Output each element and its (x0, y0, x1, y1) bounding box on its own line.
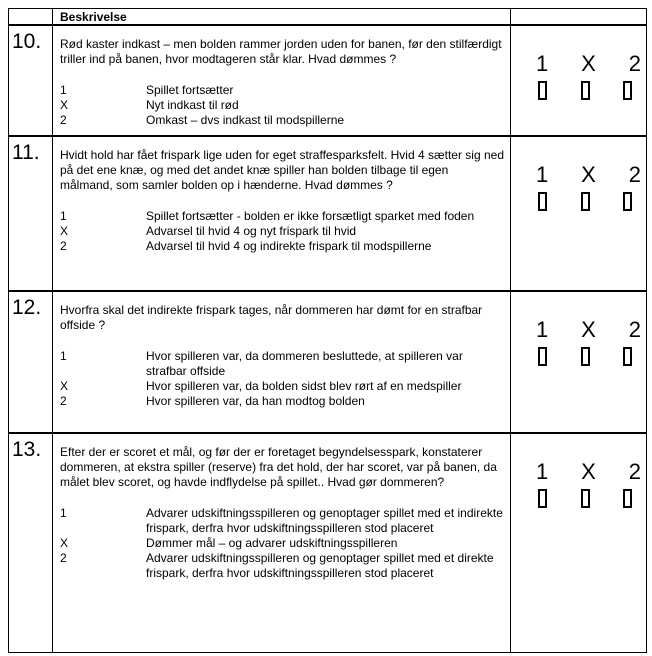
option-key: X (60, 536, 69, 550)
answer-checkbox-1[interactable] (538, 347, 547, 366)
option-key: 2 (60, 239, 67, 253)
option-key: 2 (60, 113, 67, 127)
question-number: 13. (12, 438, 42, 461)
answer-label-x: X (581, 317, 596, 342)
option-key: 1 (60, 83, 67, 97)
question-row (9, 433, 647, 653)
answer-label-x: X (581, 459, 596, 484)
answer-checkbox-x[interactable] (581, 347, 590, 366)
header-answer-cell (511, 9, 647, 26)
option-text: Hvor spilleren var, da dommeren besluttede, at spilleren var strafbar offside (146, 349, 463, 378)
question-row (9, 136, 647, 291)
option-text: Spillet fortsætter - bolden er ikke forsætligt sparket med foden (146, 209, 475, 223)
option-text: Omkast – dvs indkast til modspillerne (146, 113, 345, 127)
answer-choices (511, 164, 646, 211)
answer-checkbox-2[interactable] (623, 192, 632, 211)
option-row (60, 379, 504, 394)
answer-label-2: 2 (628, 162, 641, 187)
option-row (60, 224, 504, 239)
header-row (9, 9, 647, 26)
question-text: Hvidt hold har fået frispark lige uden for eget straffesparksfelt. Hvid 4 sætter sig ned på det ene knæ, og med det andet knæ spiller han bolden tilbage til egen målmand, som samler bolden op i hænderne. Hvad dømmes ? (60, 148, 504, 192)
option-row (60, 83, 504, 98)
option-row (60, 506, 504, 536)
option-key: 2 (60, 394, 67, 408)
option-key: X (60, 379, 69, 393)
option-text: Advarsel til hvid 4 og nyt frispark til hvid (146, 224, 357, 238)
answer-label-1: 1 (536, 51, 549, 76)
option-row (60, 394, 504, 409)
option-text: Hvor spilleren var, da bolden sidst blev rørt af en medspiller (146, 379, 462, 393)
option-key: 1 (60, 506, 67, 520)
question-number: 10. (12, 30, 42, 53)
header-number-cell (9, 9, 53, 26)
answer-label-2: 2 (628, 317, 641, 342)
option-row (60, 113, 504, 128)
option-text: Nyt indkast til rød (146, 98, 239, 112)
question-row (9, 291, 647, 433)
answer-label-1: 1 (536, 317, 549, 342)
option-text: Hvor spilleren var, da han modtog bolden (146, 394, 365, 408)
option-row (60, 239, 504, 254)
option-key: 1 (60, 349, 67, 363)
answer-label-1: 1 (536, 459, 549, 484)
answer-label-1: 1 (536, 162, 549, 187)
option-text: Advarsel til hvid 4 og indirekte frispark til modspillerne (146, 239, 432, 253)
option-row (60, 349, 504, 379)
answer-label-2: 2 (628, 51, 641, 76)
option-text: Advarer udskiftningsspilleren og genoptager spillet med et indirekte frispark, derfra hvor udskiftningsspilleren stod placeret (146, 506, 503, 535)
answer-checkbox-1[interactable] (538, 489, 547, 508)
option-row (60, 536, 504, 551)
question-number: 12. (12, 296, 42, 319)
answer-checkbox-2[interactable] (623, 489, 632, 508)
option-row (60, 209, 504, 224)
option-text: Spillet fortsætter (146, 83, 234, 97)
answer-checkbox-x[interactable] (581, 81, 590, 100)
answer-label-2: 2 (628, 459, 641, 484)
option-key: 1 (60, 209, 67, 223)
description-heading: Beskrivelse (60, 10, 127, 24)
answer-checkbox-1[interactable] (538, 192, 547, 211)
option-key: X (60, 224, 69, 238)
answer-choices (511, 53, 646, 100)
answer-checkbox-x[interactable] (581, 192, 590, 211)
question-text: Efter der er scoret et mål, og før der er foretaget begyndelsesspark, konstaterer dommeren, at ekstra spiller (reserve) fra det hold, der har scoret, var på banen, da målet blev scoret, og havde indflydelse på spillet.. Hvad gør dommeren? (60, 445, 497, 489)
option-row (60, 551, 504, 581)
question-text: Hvorfra skal det indirekte frispark tages, når dommeren har dømt for en strafbar offside ? (60, 303, 483, 332)
answer-checkbox-2[interactable] (623, 347, 632, 366)
question-text: Rød kaster indkast – men bolden rammer jorden uden for banen, før den stilfærdigt triller ind på banen, hvor modtageren står klar. Hvad dømmes ? (60, 37, 502, 66)
header-description-cell (53, 9, 511, 26)
option-row (60, 98, 504, 113)
option-key: 2 (60, 551, 67, 565)
answer-label-x: X (581, 51, 596, 76)
question-row (9, 25, 647, 136)
answer-checkbox-x[interactable] (581, 489, 590, 508)
option-text: Advarer udskiftningsspilleren og genoptager spillet med et direkte frispark, derfra hvor udskiftningsspilleren stod placeret (146, 551, 494, 580)
quiz-table (8, 8, 647, 653)
option-text: Dømmer mål – og advarer udskiftningsspilleren (146, 536, 398, 550)
answer-label-x: X (581, 162, 596, 187)
answer-checkbox-1[interactable] (538, 81, 547, 100)
question-number: 11. (12, 141, 40, 164)
option-key: X (60, 98, 69, 112)
answer-choices (511, 319, 646, 366)
answer-checkbox-2[interactable] (623, 81, 632, 100)
answer-choices (511, 461, 646, 508)
